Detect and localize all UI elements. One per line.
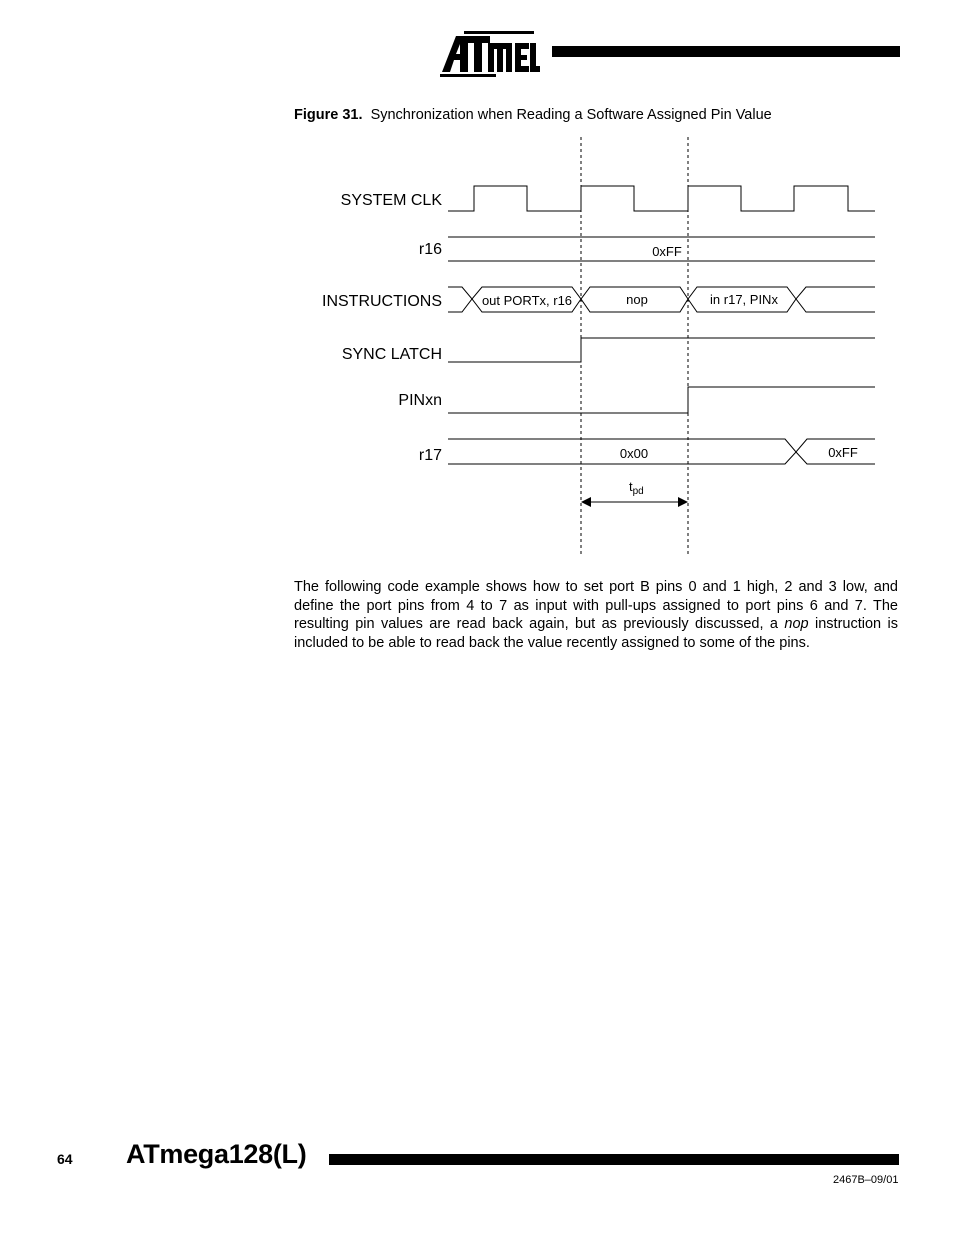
instruction-in: in r17, PINx	[710, 292, 778, 307]
r17-value-before: 0x00	[619, 446, 649, 461]
atmel-logo-icon	[438, 28, 542, 78]
instruction-out: out PORTx, r16	[481, 293, 573, 308]
signal-label-r17: r17	[418, 447, 442, 464]
body-text-italic: nop	[784, 616, 809, 633]
figure-label: Figure 31.	[294, 107, 363, 123]
figure-title: Synchronization when Reading a Software Assigned Pin Value	[370, 107, 772, 123]
document-code: 2467B–09/01	[833, 1174, 899, 1186]
signal-label-pinxn: PINxn	[398, 392, 442, 409]
footer-rule	[329, 1154, 899, 1165]
system-clk-waveform	[448, 186, 875, 211]
footer-title: ATmega128(L)	[126, 1139, 307, 1169]
tpd-label: $t_{pd}$	[629, 479, 644, 497]
body-text-part-1: The following code example shows how to set port B pins 0 and 1 high, 2 and 3 low, and define the port pins from 4 to 7 as input with pull-ups assigned to port pins 6 and 7. The resulting pin values are read back again, but as previously discussed, a	[294, 579, 898, 633]
page-number: 64	[57, 1151, 73, 1167]
sync-latch-waveform	[448, 338, 875, 362]
tpd-arrow-right-head	[678, 497, 688, 507]
r17-value-after: 0xFF	[828, 445, 858, 460]
r16-value: 0xFF	[652, 244, 682, 259]
signal-label-r16: r16	[418, 241, 442, 258]
header-rule	[552, 46, 900, 57]
r17-bus-bottom	[448, 452, 875, 464]
pinxn-waveform	[448, 387, 875, 413]
signal-label-sync-latch: SYNC LATCH	[341, 346, 442, 363]
body-text-part-2: instruction is included to be able to read back the value recently assigned to some of the pins.	[294, 616, 898, 652]
figure-caption	[294, 107, 772, 123]
r17-bus-top	[448, 439, 875, 452]
instruction-nop: nop	[626, 292, 648, 307]
tpd-arrow-left-head	[581, 497, 591, 507]
signal-label-instructions: INSTRUCTIONS	[322, 293, 442, 310]
timing-diagram	[300, 132, 900, 562]
signal-label-system-clk: SYSTEM CLK	[340, 192, 442, 209]
body-paragraph	[294, 578, 898, 653]
